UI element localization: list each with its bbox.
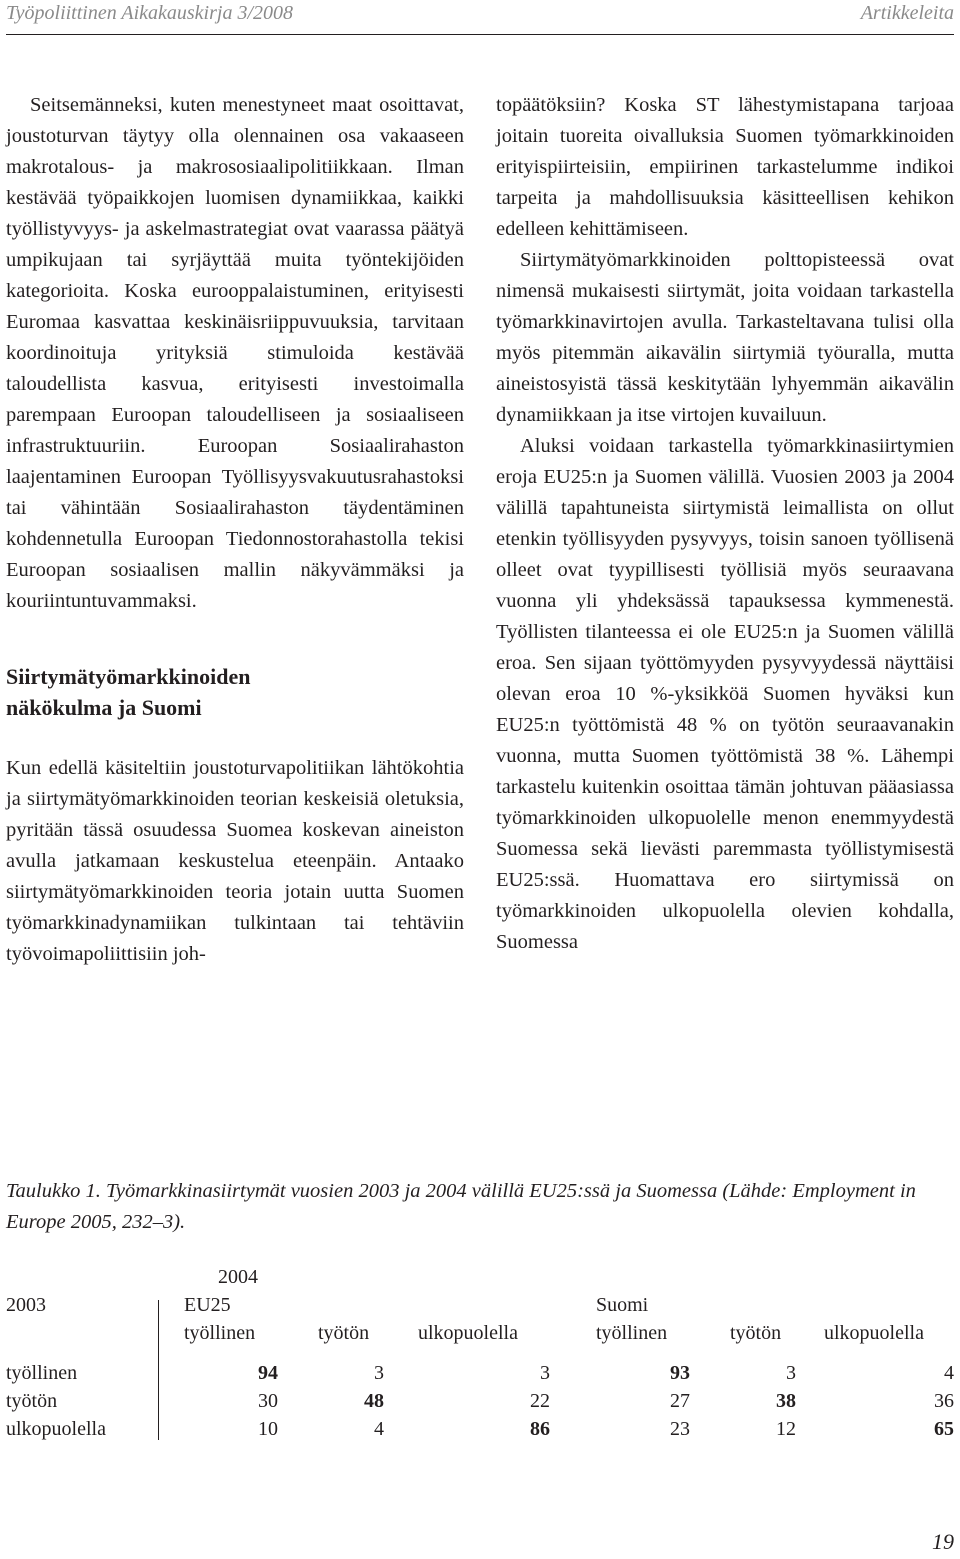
table-divider xyxy=(158,1300,159,1440)
journal-title: Työpoliittinen Aikakauskirja 3/2008 xyxy=(6,2,294,24)
table-cell: 4 xyxy=(944,1362,954,1384)
table-cell: 12 xyxy=(776,1418,796,1440)
row-label: työtön xyxy=(6,1390,58,1412)
table-cell: 27 xyxy=(670,1390,690,1412)
col-header: työtön xyxy=(318,1322,370,1344)
table-cell: 23 xyxy=(670,1418,690,1440)
left-column xyxy=(6,90,464,970)
table-cell: 30 xyxy=(258,1390,278,1412)
table-cell: 10 xyxy=(258,1418,278,1440)
heading-line: näkökulma ja Suomi xyxy=(6,695,202,720)
table-cell: 22 xyxy=(530,1390,550,1412)
heading-line: Siirtymätyömarkkinoiden xyxy=(6,664,251,689)
col-header: työllinen xyxy=(596,1322,668,1344)
table-cell: 86 xyxy=(530,1418,550,1440)
paragraph: Seitsemänneksi, kuten menestyneet maat osoittavat, joustoturvan täytyy olla olennainen osa vakaaseen makrotalous- ja makrososiaalipolitiikkaan. Ilman kestävää työpaikkojen luomisen dynamiikkaa, kaikki työllistyvyys- ja askelmastrategiat ovat vaarassa päätyä umpikujaan tai syrjäyttää muita työntekijöiden kategorioita. Koska eurooppalaistuminen, erityisesti Euromaa kasvattaa keskinäisriippuvuuksia, tarvitaan koordinoituja yrityksiä stimuloida kestävää taloudellista kasvua, erityisesti investoimalla parempaan Euroopan taloudelliseen ja sosiaaliseen infrastruktuuriin. Euroopan Sosiaalirahaston laajentaminen Euroopan Työllisyysvakuutusrahastoksi tai vähintään Sosiaalirahaston täydentäminen kohdennetulla Euroopan Tiedonnostorahastolla tekisi Euroopan sosiaalisen mallin näkyvämmäksi ja kouriintuntuvammaksi. xyxy=(6,94,464,612)
right-column xyxy=(496,90,954,958)
group-eu25-header: EU25 xyxy=(184,1294,231,1316)
row-label: työllinen xyxy=(6,1362,78,1384)
table-cell: 65 xyxy=(934,1418,954,1440)
table-cell: 3 xyxy=(540,1362,550,1384)
table-cell: 93 xyxy=(670,1362,690,1384)
paragraph: Siirtymätyömarkkinoiden polttopisteessä ovat nimensä mukaisesti siirtymät, joita voidaan tarkastella työmarkkinavirtojen avulla. Tarkasteltavana tulisi olla myös pitemmän aikavälin siirtymiä työuralla, mutta aineistosyistä tässä keskitytään lyhyemmän aikavälin dynamiikkaan ja itse virtojen kuvailuun. xyxy=(496,249,954,426)
table-cell: 3 xyxy=(786,1362,796,1384)
table-caption: Taulukko 1. Työmarkkinasiirtymät vuosien 2003 ja 2004 välillä EU25:ssä ja Suomessa (Lähde: Employment in Europe 2005, 232–3). xyxy=(6,1180,916,1233)
page-number: 19 xyxy=(932,1529,954,1554)
table-cell: 94 xyxy=(258,1362,278,1384)
col-header: ulkopuolella xyxy=(418,1322,518,1344)
col-header: työllinen xyxy=(184,1322,256,1344)
paragraph: Kun edellä käsiteltiin joustoturvapolitiikan lähtökohtia ja siirtymätyömarkkinoiden teorian keskeisiä oletuksia, pyritään tässä osuudessa Suomea koskevan aineiston avulla jatkamaan keskustelua eteenpäin. Antaako siirtymätyömarkkinoiden teoria jotain uutta Suomen työmarkkinadynamiikan tulkintaan tai tehtäviin työvoimapoliittisiin joh- xyxy=(6,757,464,965)
running-header xyxy=(6,0,954,35)
year-2004-header: 2004 xyxy=(218,1266,258,1288)
group-suomi-header: Suomi xyxy=(596,1294,649,1316)
section-title: Artikkeleita xyxy=(860,2,954,24)
year-2003-header: 2003 xyxy=(6,1294,46,1316)
table-cell: 38 xyxy=(776,1390,796,1412)
section-heading xyxy=(6,661,464,723)
table-cell: 48 xyxy=(364,1390,384,1412)
table-cell: 4 xyxy=(374,1418,384,1440)
col-header: ulkopuolella xyxy=(824,1322,924,1344)
paragraph: topäätöksiin? Koska ST lähestymistapana tarjoaa joitain tuoreita oivalluksia Suomen työmarkkinoiden erityispiirteisiin, empiirinen tarkastelumme indikoi tarpeita ja mahdollisuuksia käsitteellisen kehikon edelleen kehittämiseen. xyxy=(496,94,954,240)
col-header: työtön xyxy=(730,1322,782,1344)
paragraph: Aluksi voidaan tarkastella työmarkkinasiirtymien eroja EU25:n ja Suomen välillä. Vuosien 2003 ja 2004 välillä tapahtuneista siirtymistä leimallista on ollut etenkin työllisyyden pysyvyys, toisin sanoen työllisenä olleet ovat tyypillisesti työllisiä myös seuraavana vuonna yli yhdeksässä tapauksessa kymmenestä. Työllisten tilanteessa ei ole EU25:n ja Suomen välillä eroa. Sen sijaan työttömyyden pysyvyydessä näyttäisi olevan eroa 10 %-yksikköä Suomen hyväksi kun EU25:n työttömistä 48 % on työtön seuraavanakin vuonna, mutta Suomen työttömistä 38 %. Lähempi tarkastelu kuitenkin osoittaa tämän johtuvan pääasiassa työmarkkinoiden ulkopuolelle menon enemmyydestä Suomessa sekä lievästi paremmasta työllistymisestä EU25:ssä. Huomattava ero siirtymissä on työmarkkinoiden ulkopuolella olevien kohdalla, Suomessa xyxy=(496,435,954,953)
row-label: ulkopuolella xyxy=(6,1418,106,1440)
table-cell: 3 xyxy=(374,1362,384,1384)
table-cell: 36 xyxy=(934,1390,954,1412)
